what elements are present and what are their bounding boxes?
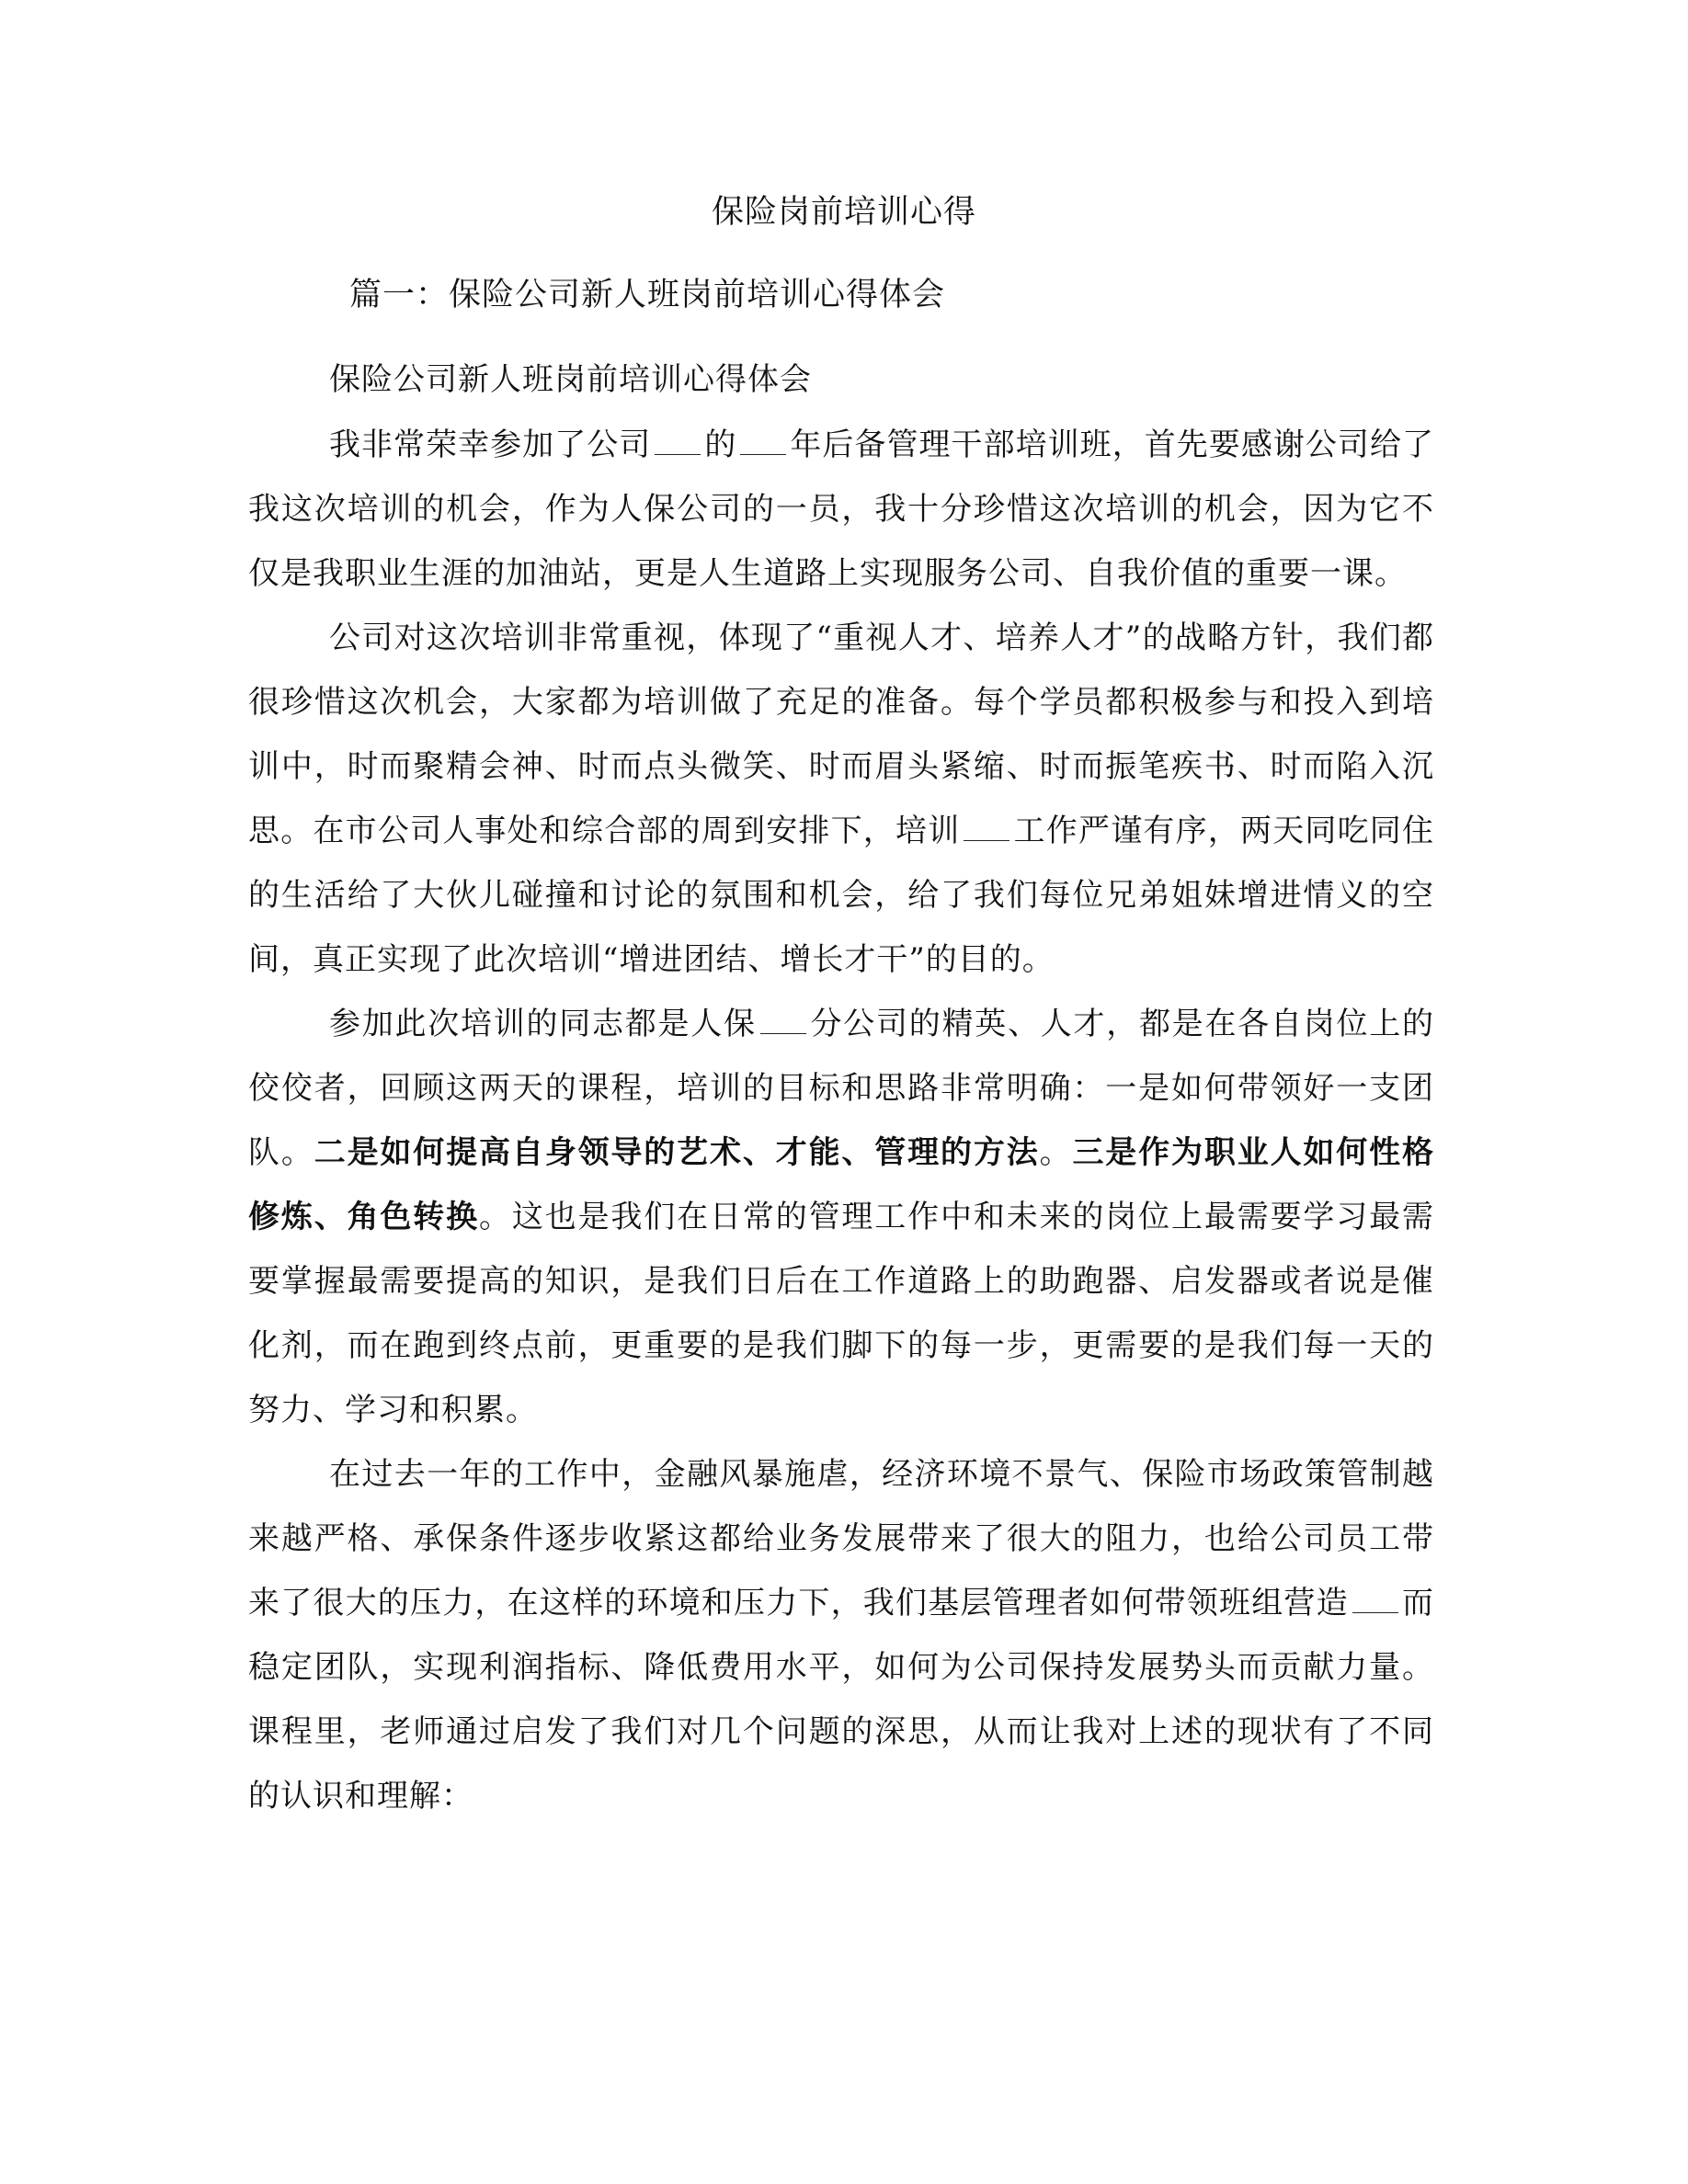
blank-field bbox=[740, 427, 786, 455]
document-subtitle: 篇一：保险公司新人班岗前培训心得体会 bbox=[349, 277, 946, 313]
paragraph-3-text-b: 分公司的精英、人才，都是在各自岗位上的佼佼者，回顾这两天的课程，培训的目标和思路非常明确：一是如何带领好一支团队。 bbox=[248, 1006, 1434, 1171]
paragraph-1 bbox=[248, 413, 1434, 606]
paragraph-2-text-a: 公司对这次培训非常重视，体现了“重视人才、培养人才”的战略方针，我们都很珍惜这次机会，大家都为培训做了充足的准备。每个学员都积极参与和投入到培训中，时而聚精会神、时而点头微笑、时而眉头紧缩、时而振笔疾书、时而陷入沉思。在市公司人事处和综合部的周到安排下，培训 bbox=[248, 620, 1434, 849]
document-title: 保险岗前培训心得 bbox=[711, 194, 976, 231]
paragraph-3-text-c: 。 bbox=[1039, 1134, 1073, 1171]
paragraph-4-text-b: 而稳定团队，实现利润指标、降低费用水平，如何为公司保持发展势头而贡献力量。课程里，老师通过启发了我们对几个问题的深思，从而让我对上述的现状有了不同的认识和理解： bbox=[248, 1585, 1435, 1814]
paragraph-1-text-a: 我非常荣幸参加了公司 bbox=[329, 427, 652, 463]
body-text bbox=[248, 413, 1434, 1828]
paragraph-3 bbox=[248, 992, 1434, 1442]
paragraph-1-text-b: 的 bbox=[704, 427, 737, 463]
paragraph-3-text-a: 参加此次培训的同志都是人保 bbox=[329, 1006, 757, 1042]
blank-field bbox=[964, 813, 1009, 841]
paragraph-4 bbox=[248, 1442, 1434, 1828]
paragraph-2 bbox=[248, 606, 1434, 992]
blank-field bbox=[1352, 1585, 1398, 1613]
paragraph-2-text-b: 工作严谨有序，两天同吃同住的生活给了大伙儿碰撞和讨论的氛围和机会，给了我们每位兄弟姐妹增进情义的空间，真正实现了此次培训“增进团结、增长才干”的目的。 bbox=[248, 813, 1435, 978]
blank-field bbox=[760, 1006, 806, 1034]
paragraph-3-text-d: 。这也是我们在日常的管理工作中和未来的岗位上最需要学习最需要掌握最需要提高的知识，是我们日后在工作道路上的助跑器、启发器或者说是催化剂，而在跑到终点前，更重要的是我们脚下的每一步，更需要的是我们每一天的努力、学习和积累。 bbox=[248, 1199, 1434, 1428]
paragraph-3-bold-2: 三是作为职业人如何性格修炼、角色转换 bbox=[248, 1134, 1435, 1235]
blank-field bbox=[655, 427, 701, 455]
paragraph-4-text-a: 在过去一年的工作中，金融风暴施虐，经济环境不景气、保险市场政策管制越来越严格、承保条件逐步收紧这都给业务发展带来了很大的阻力，也给公司员工带来了很大的压力，在这样的环境和压力下，我们基层管理者如何带领班组营造 bbox=[248, 1456, 1434, 1621]
paragraph-3-bold-1: 二是如何提高自身领导的艺术、才能、管理的方法 bbox=[314, 1134, 1040, 1171]
section-heading: 保险公司新人班岗前培训心得体会 bbox=[329, 361, 812, 398]
paragraph-1-text-c: 年后备管理干部培训班，首先要感谢公司给了我这次培训的机会，作为人保公司的一员，我十分珍惜这次培训的机会，因为它不仅是我职业生涯的加油站，更是人生道路上实现服务公司、自我价值的重要一课。 bbox=[248, 427, 1434, 592]
